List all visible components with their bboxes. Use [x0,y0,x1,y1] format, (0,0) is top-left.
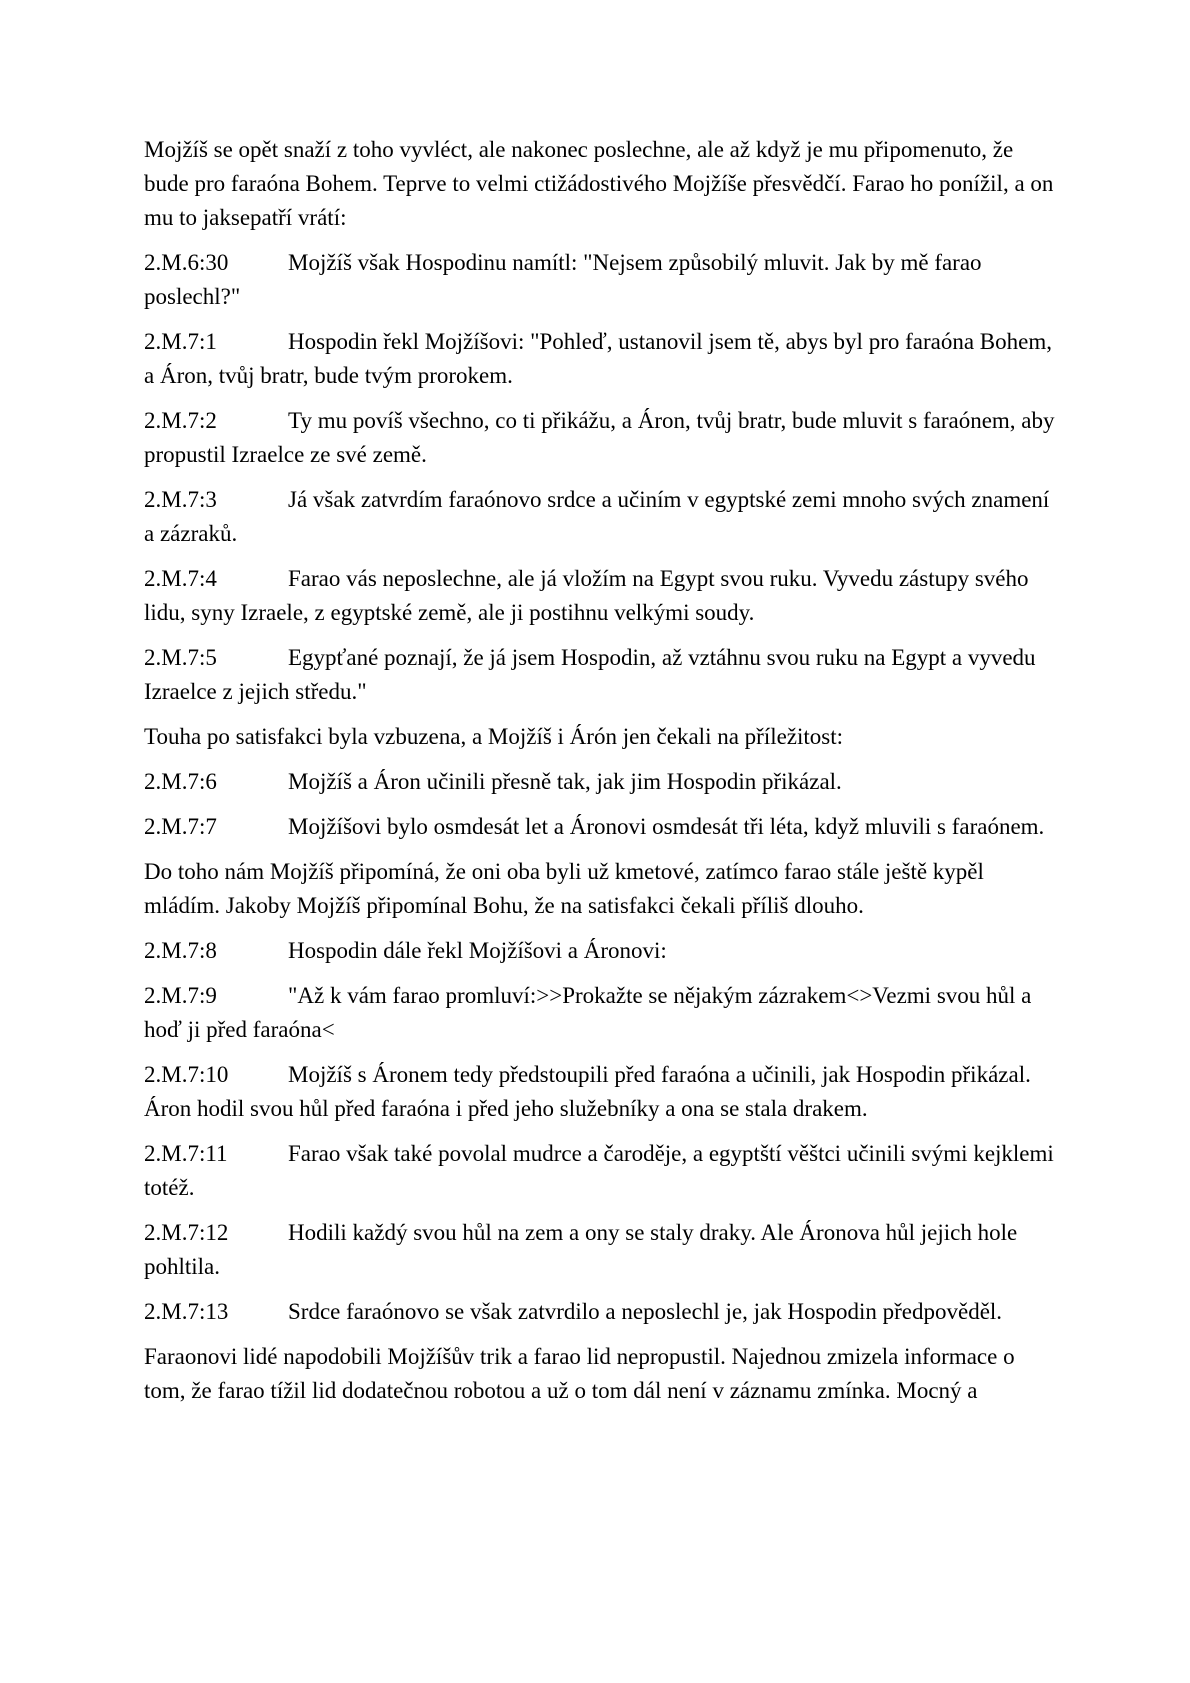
verse-paragraph [144,934,1059,968]
verse-ref: 2.M.7:6 [144,769,217,794]
verse-paragraph [144,979,1059,1047]
verse-paragraph [144,765,1059,799]
verse-ref: 2.M.7:1 [144,329,217,354]
verse-paragraph [144,641,1059,709]
paragraph [144,720,1059,754]
verse-text: Egypťané poznají, že já jsem Hospodin, až vztáhnu svou ruku na Egypt a vyvedu Izraelce z jejich středu." [144,645,1036,704]
paragraph-text: Mojžíš se opět snaží z toho vyvléct, ale nakonec poslechne, ale až když je mu připomenuto, že bude pro faraóna Bohem. Teprve to velmi ctižádostivého Mojžíše přesvědčí. Farao ho ponížil, a on mu to jaksepatří vrátí: [144,137,1054,230]
verse-text: Hospodin dále řekl Mojžíšovi a Áronovi: [288,938,667,963]
verse-ref: 2.M.7:12 [144,1220,229,1245]
verse-ref: 2.M.7:7 [144,814,217,839]
document-body [144,133,1059,1408]
verse-text: Hospodin řekl Mojžíšovi: "Pohleď, ustanovil jsem tě, abys byl pro faraóna Bohem, a Áron, tvůj bratr, bude tvým prorokem. [144,329,1052,388]
verse-ref: 2.M.7:5 [144,645,217,670]
verse-ref: 2.M.7:9 [144,983,217,1008]
verse-text: Mojžíš a Áron učinili přesně tak, jak jim Hospodin přikázal. [288,769,842,794]
verse-text: Hodili každý svou hůl na zem a ony se staly draky. Ale Áronova hůl jejich hole pohltila. [144,1220,1018,1279]
verse-ref: 2.M.7:2 [144,408,217,433]
verse-paragraph [144,246,1059,314]
verse-text: Mojžíš však Hospodinu namítl: "Nejsem způsobilý mluvit. Jak by mě farao poslechl?" [144,250,982,309]
paragraph-text: Do toho nám Mojžíš připomíná, že oni oba byli už kmetové, zatímco farao stále ještě kypěl mládím. Jakoby Mojžíš připomínal Bohu, že na satisfakci čekali příliš dlouho. [144,859,984,918]
verse-text: Srdce faraónovo se však zatvrdilo a neposlechl je, jak Hospodin předpověděl. [288,1299,1003,1324]
paragraph [144,855,1059,923]
verse-ref: 2.M.7:10 [144,1062,229,1087]
paragraph-text: Faraonovi lidé napodobili Mojžíšův trik a farao lid nepropustil. Najednou zmizela informace o tom, že farao tížil lid dodatečnou robotou a už o tom dál není v záznamu zmínka. Mocný a [144,1344,1015,1403]
verse-text: Farao vás neposlechne, ale já vložím na Egypt svou ruku. Vyvedu zástupy svého lidu, syny Izraele, z egyptské země, ale ji postihnu velkými soudy. [144,566,1029,625]
verse-paragraph [144,1295,1059,1329]
paragraph [144,133,1059,235]
verse-ref: 2.M.7:8 [144,938,217,963]
verse-paragraph [144,483,1059,551]
verse-text: Mojžíšovi bylo osmdesát let a Áronovi osmdesát tři léta, když mluvili s faraónem. [288,814,1045,839]
verse-text: Farao však také povolal mudrce a čaroděje, a egyptští věštci učinili svými kejklemi totéž. [144,1141,1054,1200]
verse-paragraph [144,562,1059,630]
verse-ref: 2.M.6:30 [144,250,229,275]
verse-text: Já však zatvrdím faraónovo srdce a učiním v egyptské zemi mnoho svých znamení a zázraků. [144,487,1050,546]
verse-text: "Až k vám farao promluví:>>Prokažte se nějakým zázrakem<>Vezmi svou hůl a hoď ji před faraóna< [144,983,1032,1042]
verse-text: Ty mu povíš všechno, co ti přikážu, a Áron, tvůj bratr, bude mluvit s faraónem, aby propustil Izraelce ze své země. [144,408,1055,467]
verse-paragraph [144,404,1059,472]
verse-ref: 2.M.7:13 [144,1299,229,1324]
verse-paragraph [144,325,1059,393]
verse-paragraph [144,1216,1059,1284]
paragraph-text: Touha po satisfakci byla vzbuzena, a Mojžíš i Árón jen čekali na příležitost: [144,724,844,749]
verse-paragraph [144,1137,1059,1205]
verse-ref: 2.M.7:3 [144,487,217,512]
verse-paragraph [144,810,1059,844]
verse-text: Mojžíš s Áronem tedy předstoupili před faraóna a učinili, jak Hospodin přikázal. Áron hodil svou hůl před faraóna i před jeho služebníky a ona se stala drakem. [144,1062,1031,1121]
verse-paragraph [144,1058,1059,1126]
verse-ref: 2.M.7:11 [144,1141,228,1166]
paragraph [144,1340,1059,1408]
verse-ref: 2.M.7:4 [144,566,217,591]
